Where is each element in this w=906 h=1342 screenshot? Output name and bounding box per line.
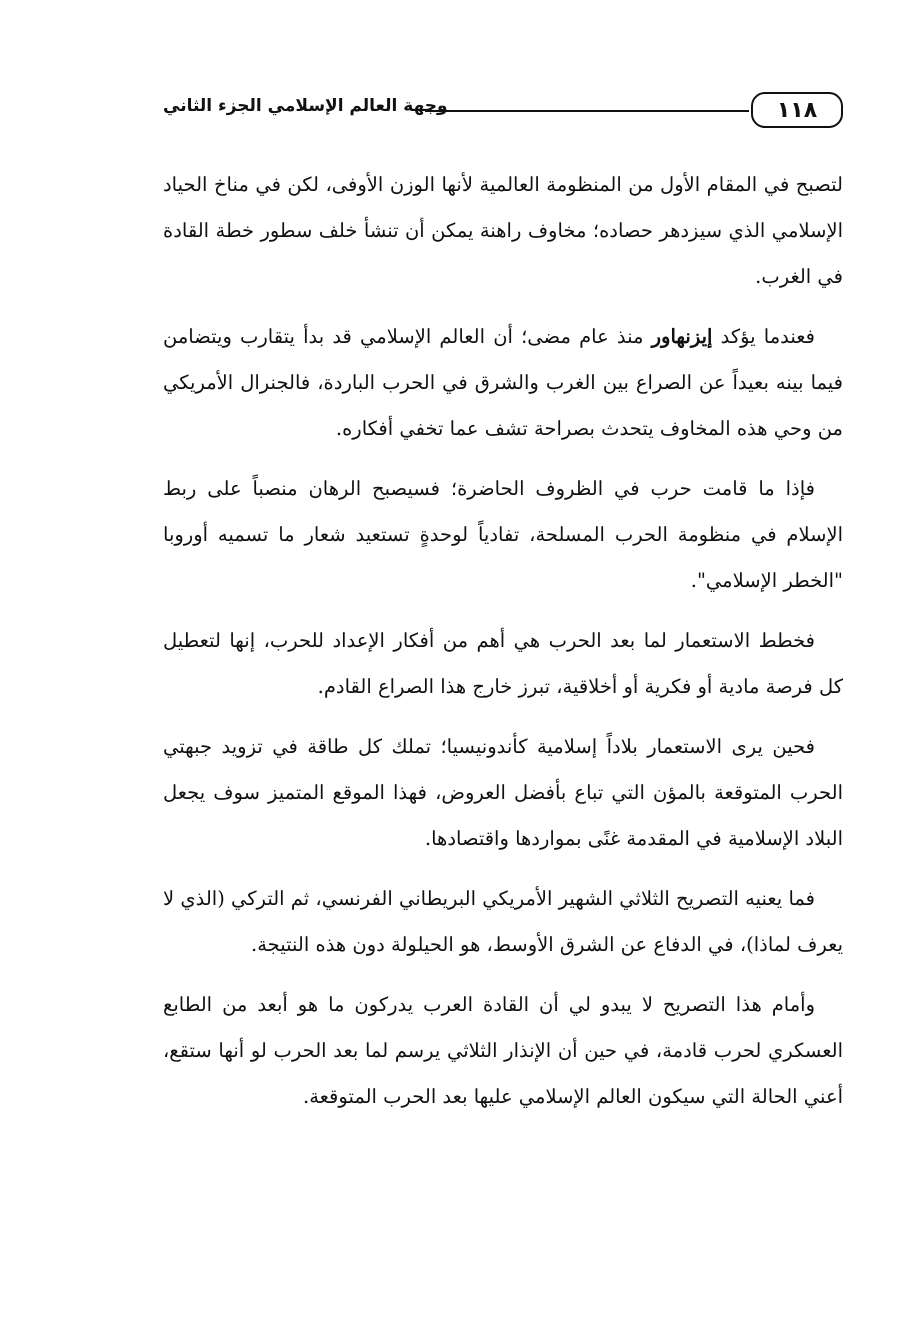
paragraph-text: منذ عام مضى؛ أن العالم الإسلامي قد بدأ يتقارب ويتضامن فيما بينه بعيداً عن الصراع بين الغرب والشرق في الحرب الباردة، فالجنرال الأمريكي من وحي هذه المخاوف يتحدث بصراحة تشف عما تخفي أفكاره. [163, 325, 843, 440]
paragraph [163, 618, 843, 710]
paragraph-text: فما يعنيه التصريح الثلاثي الشهير الأمريكي البريطاني الفرنسي، ثم التركي (الذي لا يعرف لماذا)، في الدفاع عن الشرق الأوسط، هو الحيلولة دون هذه النتيجة. [163, 887, 843, 956]
paragraph [163, 982, 843, 1120]
paragraph-text: فعندما يؤكد [712, 325, 816, 348]
paragraph [163, 724, 843, 862]
paragraph [163, 466, 843, 604]
page-number: ١١٨ [751, 92, 843, 128]
paragraph-text: وأمام هذا التصريح لا يبدو لي أن القادة العرب يدركون ما هو أبعد من الطابع العسكري لحرب قادمة، في حين أن الإنذار الثلاثي يرسم لما بعد الحرب لو أنها ستقع، أعني الحالة التي سيكون العالم الإسلامي عليها بعد الحرب المتوقعة. [163, 993, 843, 1108]
running-title: وجهة العالم الإسلامي الجزء الثاني [163, 96, 448, 116]
page-body [163, 162, 843, 1134]
paragraph [163, 314, 843, 452]
paragraph-text: فحين يرى الاستعمار بلاداً إسلامية كأندونيسيا؛ تملك كل طاقة في تزويد جبهتي الحرب المتوقعة بالمؤن التي تباع بأفضل العروض، فهذا الموقع المتميز سوف يجعل البلاد الإسلامية في المقدمة غنًى بمواردها واقتصادها. [163, 735, 843, 850]
paragraph-text: فإذا ما قامت حرب في الظروف الحاضرة؛ فسيصبح الرهان منصباً على ربط الإسلام في منظومة الحرب المسلحة، تفادياً لوحدةٍ تستعيد شعار ما تسميه أوروبا "الخطر الإسلامي". [163, 477, 843, 592]
paragraph [163, 876, 843, 968]
paragraph-text: لتصبح في المقام الأول من المنظومة العالمية لأنها الوزن الأوفى، لكن في مناخ الحياد الإسلامي الذي سيزدهر حصاده؛ مخاوف راهنة يمكن أن تنشأ خلف سطور خطة القادة في الغرب. [163, 173, 843, 288]
paragraph-text: فخطط الاستعمار لما بعد الحرب هي أهم من أفكار الإعداد للحرب، إنها لتعطيل كل فرصة مادية أو فكرية أو أخلاقية، تبرز خارج هذا الصراع القادم. [163, 629, 843, 698]
page-header [163, 92, 843, 132]
bold-name: إيزنهاور [651, 325, 713, 348]
header-rule [425, 110, 749, 112]
paragraph [163, 162, 843, 300]
